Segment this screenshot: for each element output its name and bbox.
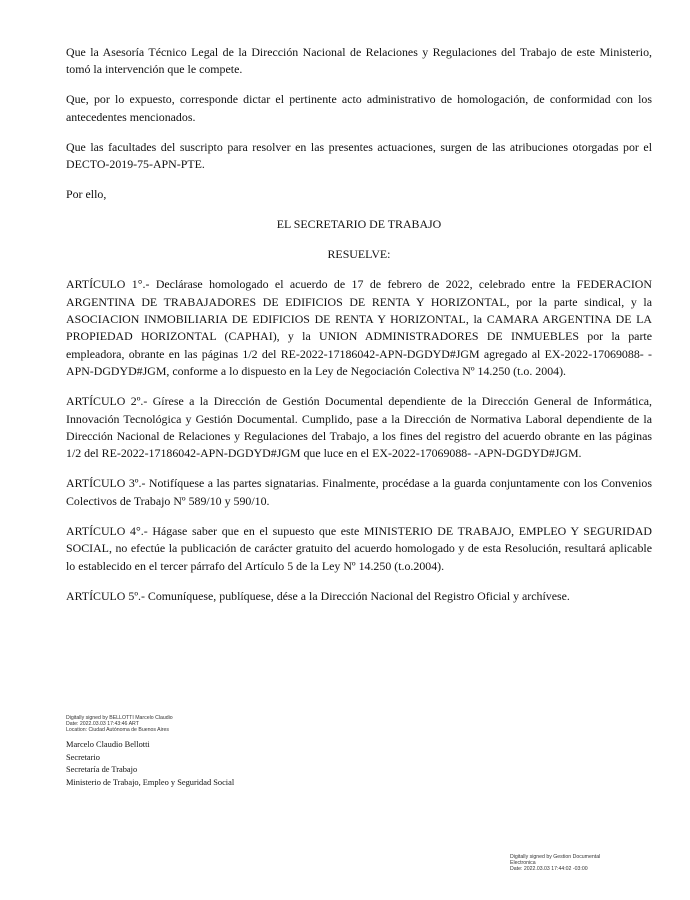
article-5: ARTÍCULO 5º.- Comuníquese, publíquese, dése a la Dirección Nacional del Registro Oficial y archívese. <box>66 588 570 603</box>
paragraph-expuesto: Que, por lo expuesto, corresponde dictar el pertinente acto administrativo de homologación, de conformidad con los antecedentes mencionados. <box>66 92 652 124</box>
article-1: ARTÍCULO 1°.- Declárase homologado el acuerdo de 17 de febrero de 2022, celebrado entre la FEDERACION ARGENTINA DE TRABAJADORES DE EDIFICIOS DE RENTA Y HORIZONTAL, por la parte sindical, y la ASOCIACION INMOBILIARIA DE EDIFICIOS DE RENTA Y HORIZONTAL, la CAMARA ARGENTINA DE LA PROPIEDAD HORIZONTAL (CAPHAI), y la UNION ADMINISTRADORES DE INMUEBLES por la parte empleadora, obrante en las páginas 1/2 del RE-2022-17186042-APN-DGDYD#JGM agregado al EX-2022-17069088- -APN-DGDYD#JGM, conforme a lo dispuesto en la Ley de Negociación Colectiva Nº 14.250 (t.o. 2004). <box>66 277 652 379</box>
digital-signature-line: Digitally signed by BELLOTTI Marcelo Claudio <box>66 715 173 721</box>
article-3: ARTÍCULO 3º.- Notifíquese a las partes signatarias. Finalmente, procédase a la guarda conjuntamente con los Convenios Colectivos de Trabajo Nº 589/10 y 590/10. <box>66 476 652 508</box>
article-4: ARTÍCULO 4°.- Hágase saber que en el supuesto que este MINISTERIO DE TRABAJO, EMPLEO Y SEGURIDAD SOCIAL, no efectúe la publicación de carácter gratuito del acuerdo homologado y de esta Resolución, resultará aplicable lo establecido en el tercer párrafo del Artículo 5 de la Ley Nº 14.250 (t.o.2004). <box>66 523 652 573</box>
signer-name: Marcelo Claudio Bellotti <box>66 740 150 750</box>
document-signature-date: Date: 2022.03.03 17:44:02 -03:00 <box>510 865 588 872</box>
document-body <box>66 44 652 618</box>
document-signature-stamp <box>510 855 650 872</box>
signature-block <box>66 716 326 789</box>
paragraph-asesoria: Que la Asesoría Técnico Legal de la Dirección Nacional de Relaciones y Regulaciones del Trabajo de este Ministerio, tomó la intervención que le compete. <box>66 45 652 77</box>
heading-secretario: EL SECRETARIO DE TRABAJO <box>276 217 442 232</box>
article-2: ARTÍCULO 2º.- Gírese a la Dirección de Gestión Documental dependiente de la Dirección General de Informática, Innovación Tecnológica y Gestión Documental. Cumplido, pase a la Dirección de Normativa Laboral dependiente de la Dirección Nacional de Relaciones y Regulaciones del Trabajo, a los fines del registro del acuerdo obrante en las páginas 1/2 del RE-2022-17186042-APN-DGDYD#JGM que luce en el EX-2022-17069088- -APN-DGDYD#JGM. <box>66 394 652 461</box>
digital-signature-location: Location: Ciudad Autónoma de Buenos Aires <box>66 726 169 733</box>
signer-office: Secretaría de Trabajo <box>66 765 138 775</box>
signer-ministry: Ministerio de Trabajo, Empleo y Seguridad Social <box>66 777 235 787</box>
document-signature-line: Digitally signed by Gestion Documental <box>510 854 601 860</box>
digital-signature-stamp <box>66 716 326 733</box>
digital-signature-date: Date: 2022.03.03 17:43:46 ART <box>66 720 139 727</box>
document-signature-line-2: Electronica <box>510 859 536 866</box>
paragraph-facultades: Que las facultades del suscripto para resolver en las presentes actuaciones, surgen de las atribuciones otorgadas por el DECTO-2019-75-APN-PTE. <box>66 139 652 172</box>
signer-details <box>66 739 326 789</box>
paragraph-por-ello: Por ello, <box>66 187 107 202</box>
heading-resuelve: RESUELVE: <box>327 247 391 262</box>
signer-title: Secretario <box>66 752 100 762</box>
